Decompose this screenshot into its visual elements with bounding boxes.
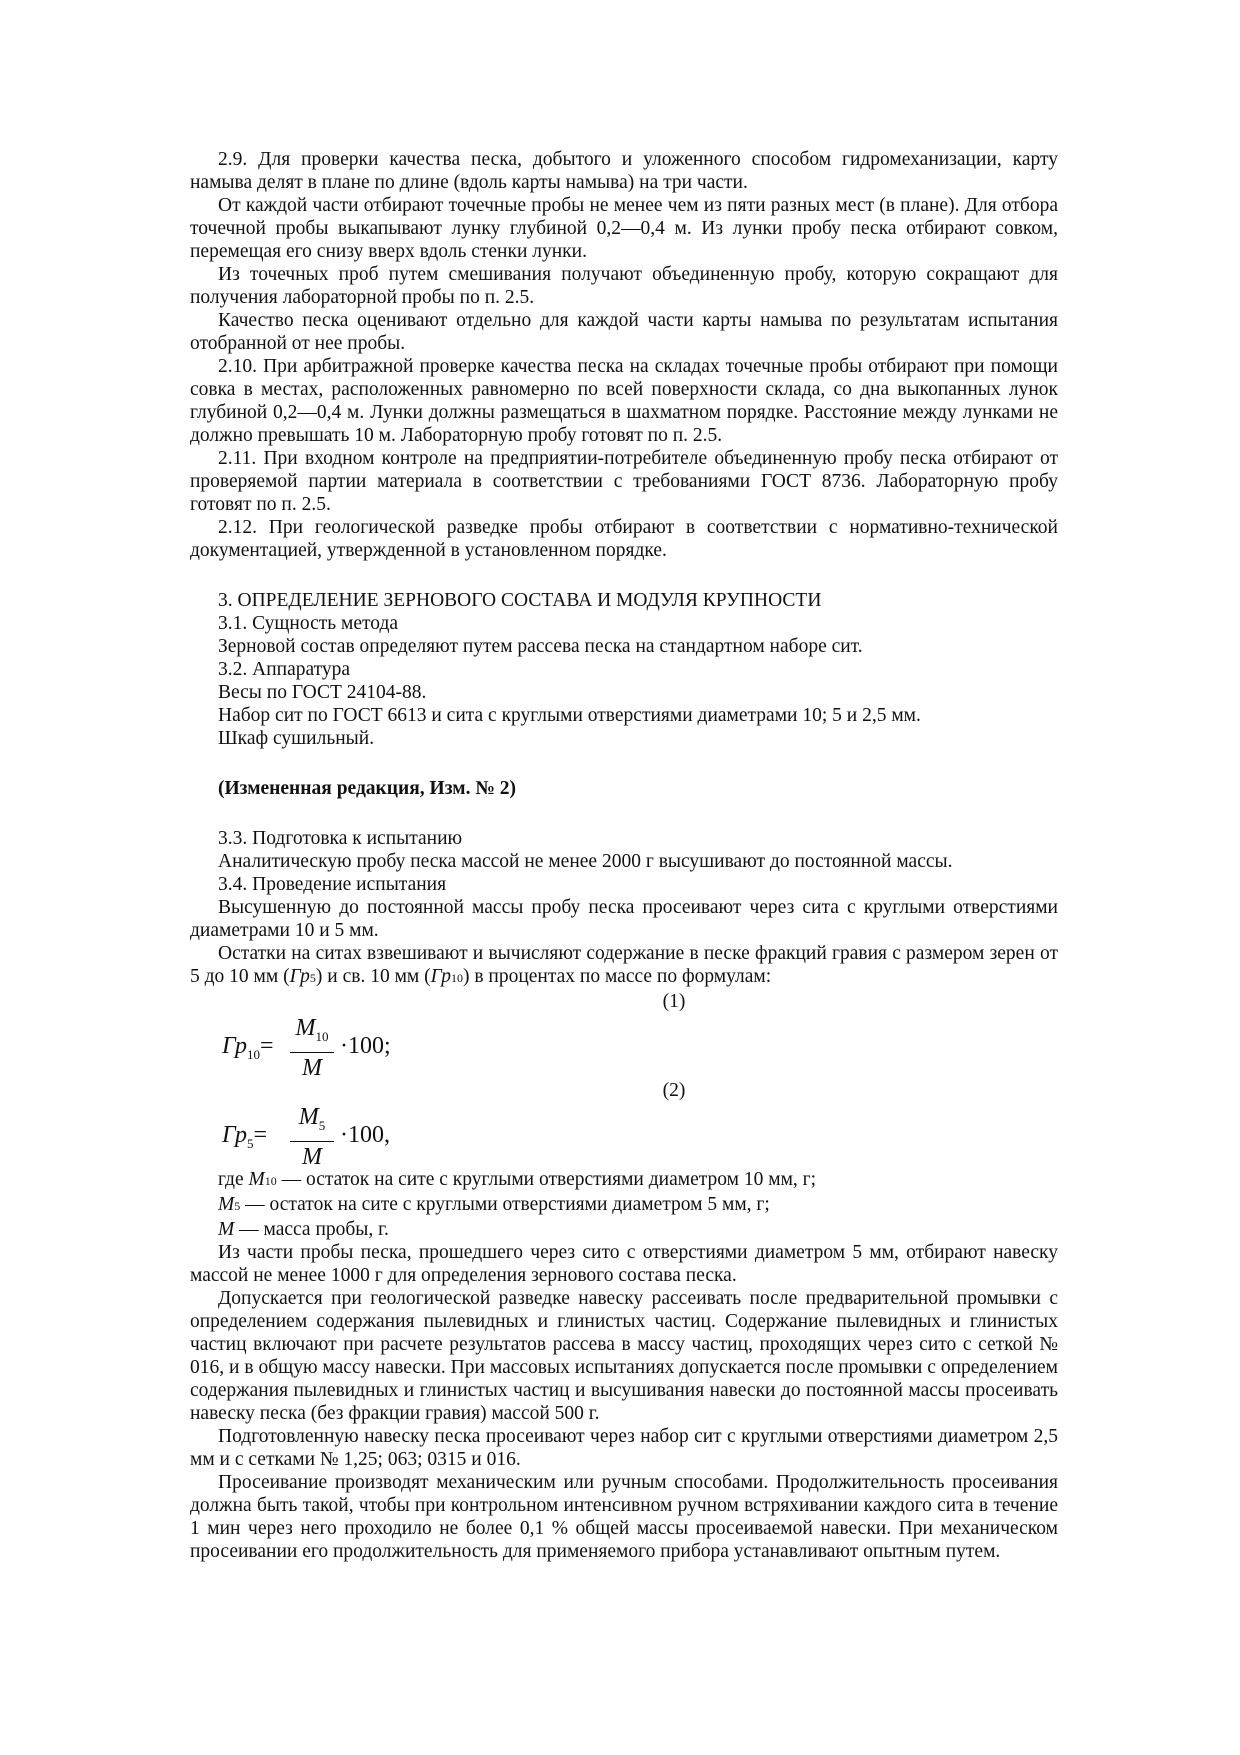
paragraph-2-11: 2.11. При входном контроле на предприятии-потребителе объединенную пробу песка отбирают от проверяемой партии материала в соответствии с требованиями ГОСТ 8736. Лабораторную пробу готовят по п. 2.5. bbox=[190, 448, 1058, 515]
subsection-3-3-heading: 3.3. Подготовка к испытанию bbox=[218, 828, 463, 849]
apparatus-oven: Шкаф сушильный. bbox=[218, 728, 375, 749]
paragraph-sieving-set: Подготовленную навеску песка просеивают через набор сит с круглыми отверстиями диаметром 2,5 мм и с сетками № 1,25; 063; 0315 и 016. bbox=[190, 1426, 1058, 1470]
subsection-3-4-heading: 3.4. Проведение испытания bbox=[218, 874, 447, 895]
paragraph-residues: Остатки на ситах взвешивают и вычисляют содержание в песке фракций гравия с размером зерен от 5 до 10 мм (Гр5) и св. 10 мм (Гр10) в процентах по массе по формулам: bbox=[190, 943, 1058, 987]
equation-number-2: (2) bbox=[662, 1080, 686, 1101]
paragraph-2-12: 2.12. При геологической разведке пробы отбирают в соответствии с нормативно-технической документацией, утвержденной в установленном порядке. bbox=[190, 517, 1058, 561]
subsection-3-1-heading: 3.1. Сущность метода bbox=[218, 613, 399, 634]
definition-m10: где M10 — остаток на сите с круглыми отверстиями диаметром 10 мм, г; bbox=[218, 1169, 817, 1190]
formula-gr5: $Гр_5=$ $M_5$ M ·100, bbox=[222, 1104, 390, 1170]
formula-gr10: $Гр_{10}=$ $M_{10}$ M ·100; bbox=[222, 1015, 391, 1081]
document-page bbox=[190, 148, 1058, 1563]
paragraph-combined-sample: Из точечных проб путем смешивания получают объединенную пробу, которую сокращают для получения лабораторной пробы по п. 2.5. bbox=[190, 264, 1058, 308]
paragraph-sample-portion: Из части пробы песка, прошедшего через сито с отверстиями диаметром 5 мм, отбирают навеску массой не менее 1000 г для определения зернового состава песка. bbox=[190, 1242, 1058, 1286]
subsection-3-4-text: Высушенную до постоянной массы пробу песка просеивают через сита с круглыми отверстиями диаметрами 10 и 5 мм. bbox=[190, 897, 1058, 941]
equation-number-1: (1) bbox=[662, 991, 686, 1012]
apparatus-sieves: Набор сит по ГОСТ 6613 и сита с круглыми отверстиями диаметрами 10; 5 и 2,5 мм. bbox=[218, 705, 921, 726]
paragraph-washing: Допускается при геологической разведке навеску рассеивать после предварительной промывки с определением содержания пылевидных и глинистых частиц. Содержание пылевидных и глинистых частиц включают при расчете результатов рассева в массу частиц, проходящих через сито с сеткой № 016, и в общую массу навески. При массовых испытаниях допускается после промывки с определением содержания пылевидных и глинистых частиц и высушивания навески до постоянной массы просеивать навеску песка (без фракции гравия) массой 500 г. bbox=[190, 1288, 1058, 1424]
subsection-3-3-text: Аналитическую пробу песка массой не менее 2000 г высушивают до постоянной массы. bbox=[218, 851, 953, 872]
apparatus-scales: Весы по ГОСТ 24104-88. bbox=[218, 682, 427, 703]
paragraph-quality-assessment: Качество песка оценивают отдельно для каждой части карты намыва по результатам испытания отобранной от нее пробы. bbox=[190, 310, 1058, 354]
subsection-3-1-text: Зерновой состав определяют путем рассева песка на стандартном наборе сит. bbox=[218, 636, 863, 657]
paragraph-sampling-points: От каждой части отбирают точечные пробы не менее чем из пяти разных мест (в плане). Для отбора точечной пробы выкапывают лунку глубиной 0,2—0,4 м. Из лунки пробу песка отбирают совком, перемещая его снизу вверх вдоль стенки лунки. bbox=[190, 195, 1058, 262]
paragraph-2-10: 2.10. При арбитражной проверке качества песка на складах точечные пробы отбирают при помощи совка в местах, расположенных равномерно по всей поверхности склада, со дна выкопанных лунок глубиной 0,2—0,4 м. Лунки должны размещаться в шахматном порядке. Расстояние между лунками не должно превышать 10 м. Лабораторную пробу готовят по п. 2.5. bbox=[190, 356, 1058, 446]
section-3-heading: 3. ОПРЕДЕЛЕНИЕ ЗЕРНОВОГО СОСТАВА И МОДУЛЯ КРУПНОСТИ bbox=[218, 590, 822, 611]
amendment-note: (Измененная редакция, Изм. № 2) bbox=[218, 778, 517, 799]
subsection-3-2-heading: 3.2. Аппаратура bbox=[218, 659, 351, 680]
paragraph-2-9: 2.9. Для проверки качества песка, добытого и уложенного способом гидромеханизации, карту намыва делят в плане по длине (вдоль карты намыва) на три части. bbox=[190, 149, 1058, 193]
definition-m5: M5 — остаток на сите с круглыми отверстиями диаметром 5 мм, г; bbox=[218, 1194, 770, 1215]
definition-m: M — масса пробы, г. bbox=[218, 1219, 389, 1240]
paragraph-sieving-method: Просеивание производят механическим или ручным способами. Продолжительность просеивания должна быть такой, чтобы при контрольном интенсивном ручном встряхивании каждого сита в течение 1 мин через него проходило не более 0,1 % общей массы просеиваемой навески. При механическом просеивании его продолжительность для применяемого прибора устанавливают опытным путем. bbox=[190, 1472, 1058, 1562]
